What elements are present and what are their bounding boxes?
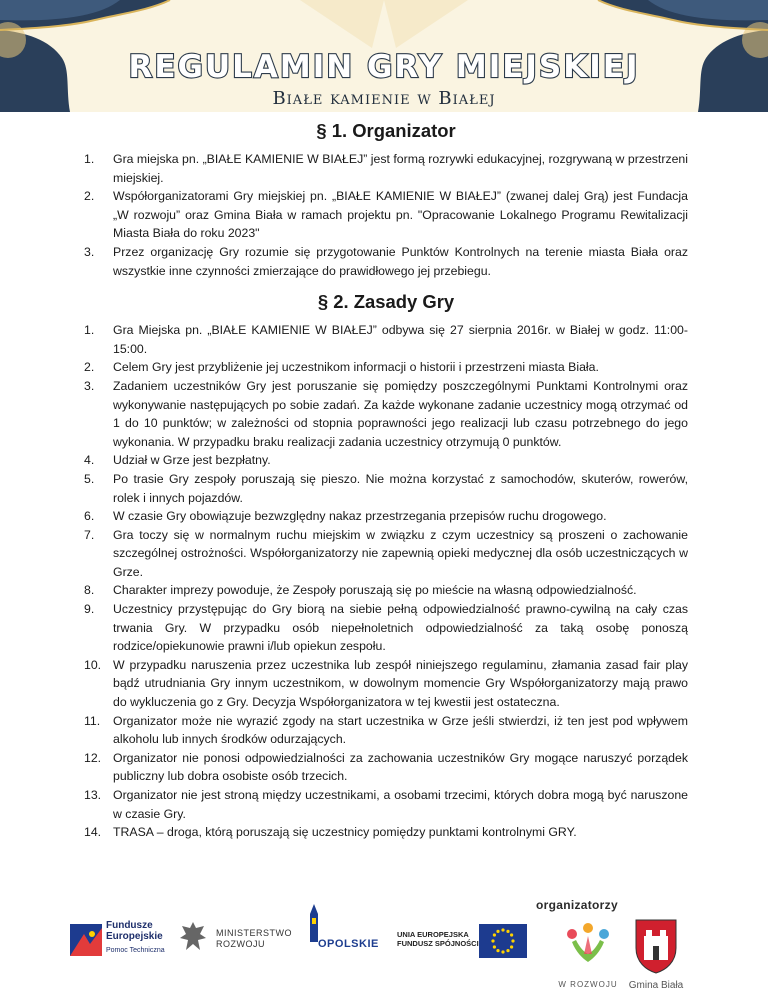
gmina-biala-logo xyxy=(624,914,688,994)
min-line1: MINISTERSTWO xyxy=(216,928,292,938)
list-item xyxy=(84,823,688,842)
regulations-document xyxy=(84,122,688,842)
list-item xyxy=(84,470,688,507)
section-2-heading: § 2. Zasady Gry xyxy=(317,291,455,313)
item-text: Organizator może nie wyrazić zgody na start uczestnika w Grze jeśli stwierdzi, iż ten jest pod wpływem alkoholu lub innych środków odurzających. xyxy=(113,713,688,747)
item-text: Gra miejska pn. „BIAŁE KAMIENIE W BIAŁEJ” jest formą rozrywki edukacyjnej, rozgrywaną w przestrzeni miejskiej. xyxy=(113,152,688,185)
item-text: Uczestnicy przystępując do Gry biorą na siebie pełną odpowiedzialność prawno-cywilną na cały czas trwania Gry. W przypadku osób niepełnoletnich odpowiedzialność za taką osobę ponoszą rodzice/opiekunowie prawni i/lub opiekun zespołu. xyxy=(113,602,688,654)
item-number: 14. xyxy=(84,825,102,840)
min-line2: ROZWOJU xyxy=(216,939,265,949)
item-number: 1. xyxy=(84,323,95,338)
list-item xyxy=(84,581,688,600)
item-number: 3. xyxy=(84,378,95,393)
list-item xyxy=(84,712,688,749)
item-number: 2. xyxy=(84,189,95,204)
section-1-list xyxy=(84,150,688,280)
item-number: 8. xyxy=(84,583,95,598)
item-number: 11. xyxy=(84,713,101,728)
list-item xyxy=(84,526,688,582)
item-number: 13. xyxy=(84,788,102,802)
list-item xyxy=(84,358,688,377)
list-item xyxy=(84,377,688,451)
organizers-label: organizatorzy xyxy=(536,898,618,912)
list-item xyxy=(84,150,688,187)
item-number: 12. xyxy=(84,750,102,765)
ue-line1: UNIA EUROPEJSKA xyxy=(397,930,469,939)
item-text: Gra toczy się w normalnym ruchu miejskim w związku z czym uczestnicy są proszeni o zachowanie szczególnej ostrożności. Współorganizatorzy nie zapewnią opieki medycznej dla osób uczestniczących w Grze. xyxy=(113,527,688,579)
unia-europejska-logo xyxy=(397,922,527,962)
item-text: Charakter imprezy powoduje, że Zespoły poruszają się po mieście na własną odpowiedzialność. xyxy=(113,583,637,598)
item-text: W przypadku naruszenia przez uczestnika lub zespół niniejszego regulaminu, złamania zasad fair play bądź utrudniania Gry innym uczestnikom, w dowolnym momencie Gry Współorganizatorzy mają prawo do wykluczenia go z Gry. Decyzja Współorganizatora w tej kwestii jest ostateczna. xyxy=(113,657,688,710)
item-number: 3. xyxy=(84,244,95,259)
item-number: 9. xyxy=(84,602,95,617)
fe-sub: Pomoc Techniczna xyxy=(106,947,165,954)
list-item xyxy=(84,243,688,280)
w-rozwoju-people-icon xyxy=(560,918,616,974)
list-item xyxy=(84,656,688,712)
opolskie-logo xyxy=(298,904,378,968)
ue-line2: FUNDUSZ SPÓJNOŚCI xyxy=(397,939,479,948)
w-rozwoju-logo xyxy=(556,914,620,994)
section-2-list xyxy=(84,321,688,842)
item-number: 7. xyxy=(84,527,95,542)
w-rozwoju-text: W ROZWOJU xyxy=(558,980,618,989)
list-item xyxy=(84,187,688,243)
eu-flag-icon xyxy=(479,924,527,958)
item-number: 2. xyxy=(84,360,95,375)
item-text: Udział w Grze jest bezpłatny. xyxy=(113,453,271,468)
gmina-biala-text: Gmina Biała xyxy=(628,980,684,991)
item-number: 4. xyxy=(84,453,95,468)
list-item xyxy=(84,451,688,470)
section-1-heading: § 1. Organizator xyxy=(316,120,456,141)
header-banner xyxy=(0,0,768,112)
eu-funds-flag-icon xyxy=(70,924,102,956)
list-item xyxy=(84,749,688,786)
item-text: Organizator nie ponosi odpowiedzialności za zachowania uczestników Gry mogące naruszyć porządek publiczny lub dobra osobiste osób trzecich. xyxy=(113,750,688,784)
eagle-emblem-icon xyxy=(178,920,208,956)
item-text: Zadaniem uczestników Gry jest poruszanie się pomiędzy poszczególnymi Punktami Kontrolnymi oraz wykonywanie następujących po sobie zadań. Za każde wykonane zadanie uczestnicy mogą otrzymać od 1 do 10 punktów; w zależności od stopnia poprawności jego realizacji lub czasu potrzebnego do jego wykonania. W przypadku braku realizacji zadania uczestnicy otrzymują 0 punktów. xyxy=(113,378,688,449)
item-text: Gra Miejska pn. „BIAŁE KAMIENIE W BIAŁEJ” odbywa się 27 sierpnia 2016r. w Białej w godz. 11:00-15:00. xyxy=(113,323,688,356)
fundusze-europejskie-logo xyxy=(70,920,170,962)
item-text: W czasie Gry obowiązuje bezwzględny nakaz przestrzegania przepisów ruchu drogowego. xyxy=(113,509,607,524)
ministerstwo-rozwoju-logo xyxy=(178,920,290,962)
fe-line1: Fundusze xyxy=(106,920,153,931)
item-text: Współorganizatorami Gry miejskiej pn. „BIAŁE KAMIENIE W BIAŁEJ” (zwanej dalej Grą) jest Fundacja „W rozwoju” oraz Gmina Biała w ramach projektu pn. "Opracowanie Lokalnego Programu Rewitalizacji Miasta Biała do roku 2023" xyxy=(113,189,688,241)
item-number: 1. xyxy=(84,152,95,166)
list-item xyxy=(84,321,688,358)
item-text: TRASA – droga, którą poruszają się uczestnicy pomiędzy punktami kontrolnymi GRY. xyxy=(113,825,577,840)
banner-title: REGULAMIN GRY MIEJSKIEJ xyxy=(128,49,640,85)
list-item xyxy=(84,507,688,526)
item-text: Organizator nie jest stroną między uczestnikami, a osobami trzecimi, których dobra mogą być naruszone w czasie Gry. xyxy=(113,788,688,821)
list-item xyxy=(84,600,688,656)
item-text: Po trasie Gry zespoły poruszają się pieszo. Nie można korzystać z samochodów, skuterów, rowerów, rolek i innych pojazdów. xyxy=(113,471,688,505)
item-number: 6. xyxy=(84,509,95,524)
gmina-biala-coat-of-arms-icon xyxy=(632,916,680,974)
list-item xyxy=(84,786,688,823)
footer-logos xyxy=(0,890,768,994)
item-number: 5. xyxy=(84,471,95,486)
item-number: 10. xyxy=(84,657,102,672)
opolskie-text: OPOLSKIE xyxy=(318,938,379,950)
fe-line2: Europejskie xyxy=(106,931,163,942)
item-text: Przez organizację Gry rozumie się przygotowanie Punktów Kontrolnych na terenie miasta Biała oraz wszystkie inne czynności zmierzające do prawidłowego jej przebiegu. xyxy=(113,244,688,278)
banner-subtitle: Białe kamienie w Białej xyxy=(272,88,496,109)
item-text: Celem Gry jest przybliżenie jej uczestnikom informacji o historii i przestrzeni miasta Biała. xyxy=(113,360,599,375)
